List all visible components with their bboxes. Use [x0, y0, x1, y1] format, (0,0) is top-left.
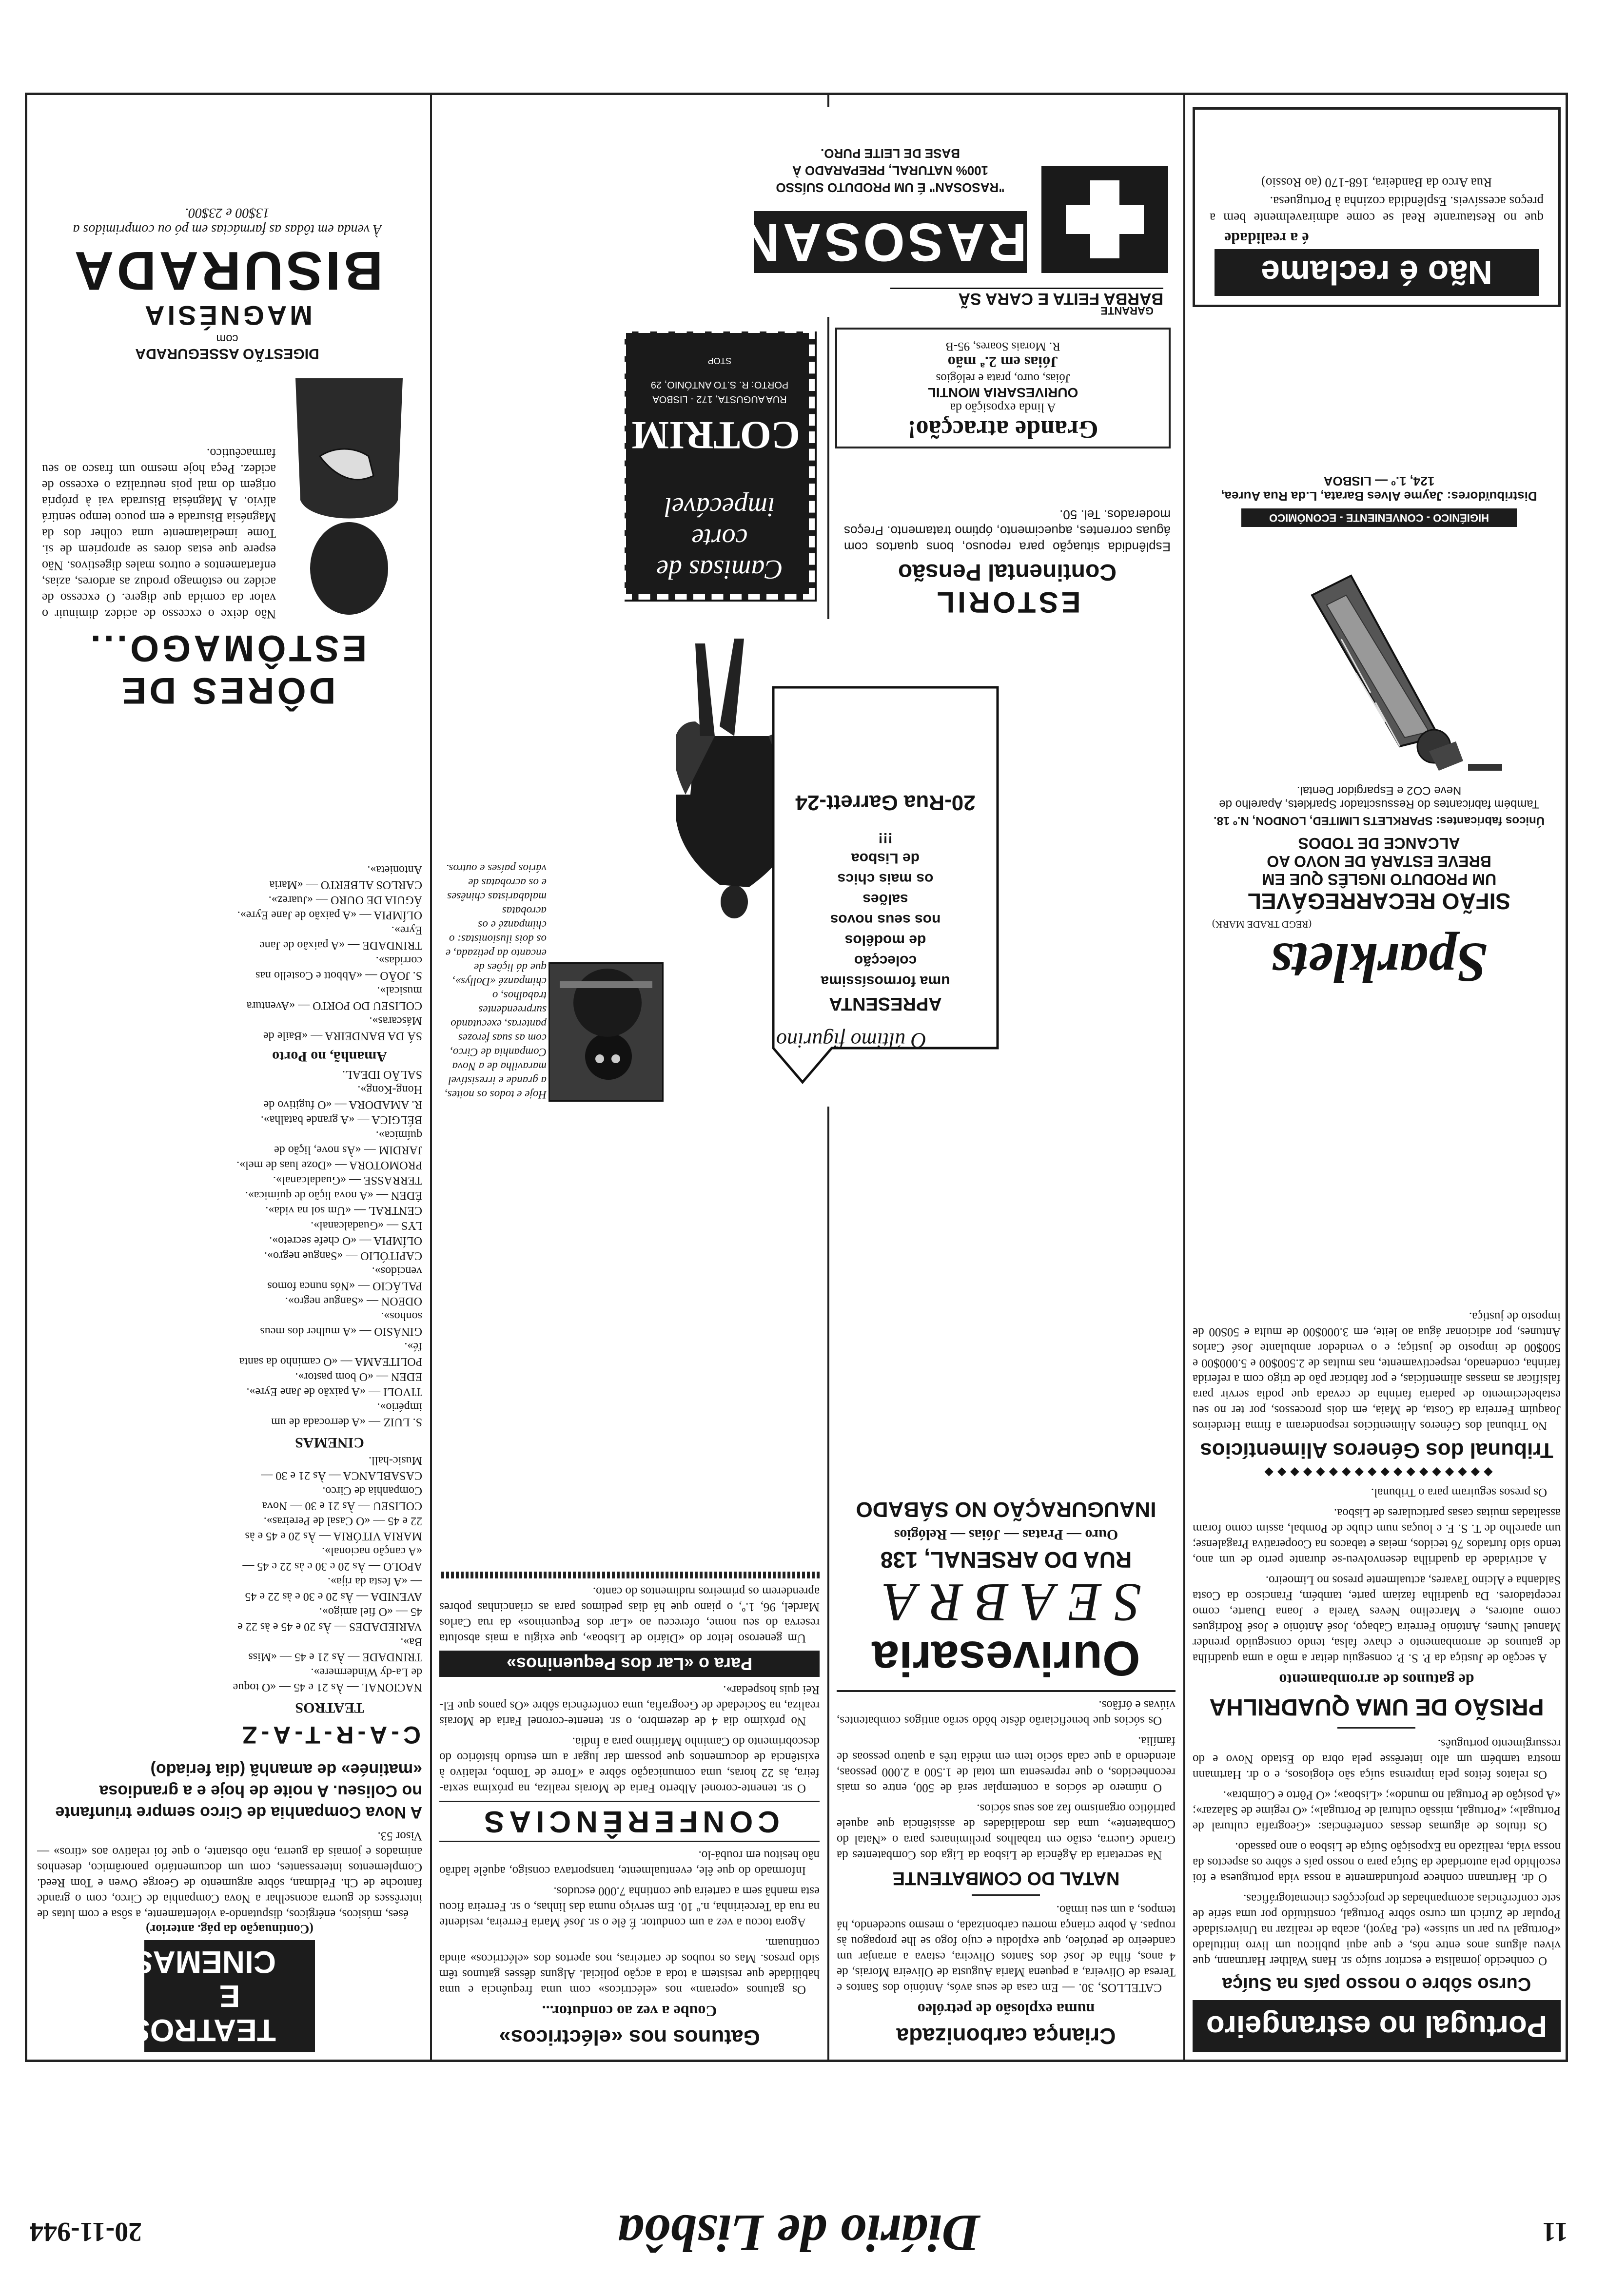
- paragraph: O sr. tenente-coronel Alberto Faria de Morais realiza, na próxima sexta-feira, às 22 horas, uma comunicação sôbre a «Torre de Tombo, relativo à existência de documentos que possam dar lugar a um estudo histórico do descobrimento do Caminho Marítimo para a Índia.: [439, 1735, 820, 1795]
- ad-title: Grande atracção!: [907, 415, 1098, 443]
- article-body: [1193, 1308, 1561, 1433]
- paragraph: Um generoso leitor do «Diário de Lisboa», que exigiu a mais absoluta reserva do seu nome, ofereceu ao «Lar dos Pequeninos» da rua Carlos Mardel, 96, 1.º, o piano que há dias pedimos para as criancinhas pobres aprenderem os primeiros rudimentos do canto.: [439, 1585, 820, 1645]
- ad-digestao: DIGESTÃO ASSEGURADA: [135, 346, 319, 362]
- list-item: R. AMADORA — «O fugitivo de Hong-Kong».: [263, 1083, 422, 1111]
- column-divider: [430, 93, 432, 2062]
- ad-items: Jóias, ouro, prata e relógios: [936, 371, 1070, 385]
- teatros-header: TEATROS: [295, 1700, 364, 1716]
- masthead-date: 20-11-944: [30, 2217, 142, 2247]
- paragraph: Os relatos feitos pela imprensa suíça são elogiosos, e o dr. Hartmann mostra também um alto interêsse pela obra do Estado Novo e do ressurgimento português.: [1193, 1737, 1561, 1781]
- ad-guarantee: GARANTE: [1100, 305, 1154, 317]
- ad-brand: MAGNÉSIA: [142, 300, 313, 331]
- list-item: BÉLGICA — «A grande batalha».: [260, 1113, 422, 1126]
- ad-text: Não deixe o excesso de acidez diminuir o valor da comida que digere. O excesso de acidez no estômago produz as ardores, azias, enfartamentos e outros males digestivos. Não espere que estas dores se apropriem de si. Tome imediatamente uma colher dos da Magnésia Bisurada e em pouco tempo sentirá alívio. A Magnésia Bisurada vai à própria origem do mal pois neutraliza o excesso de acidez. Peça hoje mesmo um frasco ao seu farmacêutico.: [42, 446, 276, 621]
- ad-name: OURIVESARIA MONTIL: [927, 385, 1078, 400]
- paragraph: O conhecido jornalista e escritor suíço sr. Hans Walther Hartmann, que viveu alguns anos entre nós, e que aqui publicou um livro intitulado «Portugal vu par un suisse» (ed. Payot), acaba de realizar na Universidade Popular de Zurich um curso sôbre Portugal, constituído por uma série de sete conferências acompanhadas de projecções cinematográficas.: [1193, 1892, 1561, 1967]
- ad-line: UM PRODUTO INGLÊS QUE EM: [1261, 871, 1497, 888]
- paragraph: No próximo dia 4 de dezembro, o sr. tenente-coronel Faria de Morais realiza, na Sociedade de Geografia, uma conferência sôbre «Os panos que El-Rei quis hospedar».: [439, 1683, 820, 1728]
- paragraph: O número de sócios a contemplar será de 500, entre os mais reconhecidos, o que representa um total de 1.500 a 2.000 pessoas, atendendo a que cada sócio tem em média três a quatro pessoas de família.: [837, 1734, 1176, 1794]
- estoril-ad: [839, 453, 1176, 619]
- ad-address: RUA DO ARSENAL, 138: [880, 1547, 1132, 1573]
- ad-slogan: BARBA FEITA E CARA SÃ: [890, 288, 1163, 308]
- article-body: [1193, 1735, 1561, 1968]
- list-item: CARLOS ALBERTO — «Maria Antonieta».: [269, 863, 422, 891]
- ad-makers: Únicos fabricantes: SPARKLETS LIMITED, LONDON, N.º 18.: [1213, 814, 1545, 827]
- paragraph: A actividade da quadrilha desenvolveu-se durante perto de um ano, tendo sido furtados 76 tecidos, meias e tabacos na Cooperativa Pragalense; um aparelho de T. S. F. e louças num clube de Pombal, assim como foram assaltadas muitas casas particulares de Lisboa.: [1193, 1506, 1561, 1566]
- cotrim-ad: [625, 331, 820, 604]
- list-item: OLÍMPIA — «A paixão de Jane Eyre».: [237, 909, 422, 921]
- ad-text: que no Restaurante Real se come admiravelmente bem a preços acessíveis. Esplêndida cozinha à Portuguesa.: [1210, 194, 1544, 225]
- ad-address: PORTO: R. S.TO ANTÓNIO, 29: [650, 379, 789, 390]
- man-with-stomach-pain-illustration: [286, 378, 417, 622]
- cross-flag-icon: [1032, 156, 1178, 283]
- porto-header: Amanhã, no Porto: [272, 1049, 387, 1065]
- article-headline: NATAL DO COMBATENTE: [892, 1868, 1120, 1888]
- cinemas-header: CINEMAS: [295, 1435, 364, 1451]
- ad-headline: ESTÔMAGO...: [87, 627, 367, 669]
- column-divider: [1183, 93, 1185, 2062]
- ad-address: RUA AUGUSTA, 172 - LISBOA: [652, 394, 787, 405]
- ad-line: de modêlos: [844, 932, 926, 948]
- ad-address: R. Morais Soares, 95-B: [945, 340, 1060, 353]
- list-item: EDEN — «O bom pastor».: [295, 1370, 422, 1383]
- paragraph: Na secretaria da Agência de Lisboa da Liga dos Combatentes da Grande Guerra, estão em trabalhos preliminares para o «Natal do Combatente», uma das modalidades de assistência que aquele patriótico organismo faz aos seus sócios.: [837, 1802, 1176, 1862]
- ad-line: de Lisboa: [851, 850, 920, 866]
- list-item: LYS — «Guadalcanal».: [311, 1219, 422, 1232]
- section-label: TEATROS E CINEMAS: [144, 1940, 315, 2052]
- ad-line: uma formosíssima: [821, 973, 950, 989]
- divider: [837, 1690, 1176, 1692]
- list-item: APOLO — Às 20 e 30 e às 22 e 45 — «A canção nacional».: [242, 1545, 422, 1573]
- article-headline: PRISÃO DE UMA QUADRILHA: [1209, 1694, 1544, 1720]
- section-banner: Portugal no estrangeiro: [1193, 2000, 1561, 2052]
- ad-headline: DÔRES DE: [118, 670, 336, 711]
- siphon-bottle: [1312, 576, 1502, 771]
- ad-price: À venda em tôdas as farmácias em pó ou comprimidos a 13$00 e 23$00.: [73, 205, 382, 237]
- chimpanzee-photo-icon: [550, 964, 662, 1100]
- ad-distributors: Distribuïdores: Jayme Alves Barata, L.da Rua Aurea, 124, 1.º — LISBOA: [1221, 474, 1537, 504]
- article-headline: Tribunal dos Géneros Alimentícios: [1200, 1439, 1553, 1462]
- list-item: TERRASSE — «Guadalcanal».: [273, 1174, 422, 1187]
- column-2: [837, 1126, 1176, 2052]
- paragraph: Os sócios que beneficiarão dêste bôdo serão antigos combatentes, viúvas e órfãos.: [837, 1698, 1176, 1727]
- ad-line: os mais chics: [837, 871, 934, 887]
- porto-list: [232, 862, 422, 1043]
- siphon-illustration: [1197, 527, 1561, 780]
- ad-badge: HIGIÉNICO - CONVENIENTE - ECONÓMICO: [1241, 508, 1517, 527]
- article-headline: Curso sôbre o nosso país na Suíça: [1222, 1974, 1531, 1994]
- list-item: CAPITÓLIO — «Sangue negro».: [264, 1249, 422, 1262]
- divider: [1338, 1727, 1416, 1729]
- ad-brand: RASOSAN: [738, 212, 1027, 272]
- article-subhead: de gatunos de arrombamento: [1279, 1671, 1474, 1689]
- article-subhead: numa explosão de petróleo: [917, 2001, 1095, 2018]
- article-headline: Gatunos nos «eléctricos»: [499, 2025, 760, 2049]
- list-item: S. JOÃO — «Abbott e Costello nas corridas».: [255, 954, 422, 982]
- list-item: ÉDEN — «A nova lição de química».: [245, 1189, 422, 1202]
- photo-caption: Hoje e todos os noites, a grande e irresistível maravilha de a Nova Companhia de Circo, com as suas ferozes panteras, executando surpreendentes trabalhos, o chimpanzé «Dollys», que dá lições de encanto da petizada, e os dois ilusionistas: o chimpanzé e os acrobatas malabaristas chinêses e os acrobatas de vários países e outros.: [445, 862, 547, 1101]
- ad-line: salões: [862, 891, 908, 907]
- list-item: POLITEAMA — «O caminho da santa fé».: [239, 1340, 422, 1368]
- ad-brand: COTRIM: [631, 413, 800, 458]
- list-item: COLISEU — Às 21 e 30 — Nova Companhia de Circo.: [262, 1484, 422, 1512]
- ad-items: Ouro — Pratas — Jóias — Relógios: [894, 1527, 1118, 1543]
- ad-name: SEABRA: [871, 1572, 1141, 1633]
- list-item: TRINDADE — Às 21 e 45 — «Miss Ba».: [248, 1635, 422, 1663]
- ad-title: ESTORIL: [934, 586, 1081, 619]
- cinemas-list: [232, 1067, 422, 1429]
- masthead: [30, 2194, 1568, 2267]
- list-item: TIVOLI — «A paixão de Jane Eyre».: [246, 1385, 422, 1398]
- list-item: NACIONAL — Às 21 e 45 — «O toque de La-dy Windermere».: [233, 1666, 422, 1693]
- ad-script: Camisas de corte impecável: [656, 492, 783, 584]
- paragraph: Os presos seguiram para o Tribunal.: [1371, 1486, 1547, 1499]
- list-item: CENTRAL — «Um sol na vida».: [265, 1204, 422, 1217]
- list-item: ÁGUIA DE OURO — «Juarez».: [268, 894, 422, 906]
- rasosan-ad: [617, 107, 1178, 317]
- list-item: MARIA VITÓRIA — Às 20 e 45 e às 22 e 45 — «O Casal de Pereiras».: [245, 1515, 422, 1542]
- article-headline: Para o «Lar dos Pequeninos»: [439, 1651, 820, 1677]
- list-item: OLÍMPIA — «O chefe secreto».: [269, 1234, 422, 1247]
- article-headline: Criança carbonizada: [896, 2024, 1116, 2049]
- divider: ◆◆◆◆◆◆◆◆◆◆◆◆◆◆◆◆◆◆: [1260, 1466, 1493, 1479]
- ad-line: "RASOSAN" É UM PRODUTO SUÍSSO: [776, 180, 1005, 195]
- ad-brand: Sparklets: [1271, 931, 1488, 993]
- ad-brand: BISURADA: [71, 240, 383, 301]
- ad-line: !!!: [878, 830, 893, 846]
- divider: [972, 1894, 1040, 1896]
- ad-line: BASE DE LEITE PURO.: [820, 146, 960, 161]
- article-headline: CONFERÊNCIAS: [439, 1801, 820, 1842]
- ad-com: com: [216, 332, 238, 345]
- ourivesaria-montil-ad: [835, 328, 1171, 448]
- ad-line: BREVE ESTARÁ DE NOVO AO: [1267, 853, 1491, 870]
- magnesia-bisurada-ad: [37, 102, 417, 712]
- list-item: AVENIDA — Às 20 e 30 e às 22 e 45 — «A festa da rija».: [245, 1575, 422, 1603]
- ad-body: [37, 369, 417, 622]
- ad-script: O último figurino: [776, 1029, 927, 1052]
- ad-subtitle: Continental Pensão: [898, 559, 1117, 585]
- list-item: JARDIM — «Às nove, lição de química».: [274, 1129, 422, 1156]
- paragraph: éses, músicos, enérgicos, disputando-a violentamente, a sôsa e com lutas de interêsses de guerra aconselhar a Nova Companhia de Circo, com o grande fantoche de Ch. Feldman, sôbre argumento de George Owen e Tom Reed. Complementos interessantes, com um documentário panorâmico, desenhos animados e jornais da guerra, não obstante, o que foi relativo aos «tiros» — Visor 53.: [37, 1829, 422, 1921]
- list-item: VARIEDADES — Às 20 e 45 e às 22 e 45 — «O fiel amigo».: [237, 1605, 422, 1633]
- paragraph: Informado do que êle, eventualmente, transportava consigo, aquêle ladrão não hesitou em roubá-lo.: [439, 1848, 820, 1877]
- paragraph: A secção de Justiça da P. S. P. conseguiu deitar a mão a uma quadrilha de gatunos de arrombamento e chave falsa, tendo conseguido prender Manuel Nunes, António Ferreira Cabaço, José António e José Rodrigues como autores, e Marcelino Neves Varela e Joana Duarte, como receptadores. Da quadrilha faziam parte, também, Francisco da Costa Saldanha e Alcino Tavares, actualmente presos no Limoeiro.: [1193, 1574, 1561, 1665]
- list-item: COLISEU DO PORTO — «Aventura musical».: [246, 984, 422, 1012]
- circus-photo: [549, 962, 664, 1102]
- ad-title: Não é reclame: [1215, 249, 1539, 296]
- list-item: S. LUIZ — «A derrocada de um império».: [271, 1401, 422, 1428]
- fashion-salon-ad: [676, 619, 1007, 1107]
- list-item: TRINDADE — «A paixão de Jane Eyre».: [259, 924, 422, 952]
- paragraph: Os títulos de algumas dessas conferências: «Geografia cultural de Portugal»; «Portugal, missão cultural de Portugal»; «O regime de Salazar»; «A posição de Portugal no mundo»; «Lisboa»; «O Pôrto e Coimbra».: [1193, 1789, 1561, 1833]
- page-number: 11: [1542, 2217, 1568, 2247]
- paragraph: Os gatunos «operam» nos «eléctricos» com uma frequência e uma habilidade que resistem a toda a acção policial. Alguns dêsses gatunos têm sido presos. Mas os roubos de carteiras, nos apertos dos «eléctricos» ainda continuam.: [439, 1936, 820, 1996]
- paragraph: Agora tocou a vez a um condutor. É êle o sr. José Maria Ferreira, residente na rua da Terceirinha, n.º 10. Em serviço numa das linhas, o sr. Ferreira ficou esta manhã sem a carteira que continha 7.000 escudos.: [439, 1885, 820, 1929]
- list-item: SÁ DA BANDEIRA — «Baile de Máscaras».: [263, 1014, 422, 1042]
- ad-line: 100% NATURAL, PREPARADO À: [792, 163, 989, 178]
- teatros-list: [232, 1453, 422, 1694]
- ad-line: ALCANCE DE TODOS: [1298, 835, 1460, 852]
- ad-title: Ourivesaria: [872, 1631, 1140, 1686]
- column-3: [439, 1126, 820, 2052]
- paragraph: No Tribunal dos Géneros Alimentícios responderam a firma Herdeiros Joaquim Ferreira da Costa, de Maia, em dois processos, por ter no seu estabelecimento de padaria farinha de cevada que podia servir para falsificar as massas alimentícias, e por fabricar pão de trigo com a referida farinha, condenado, respectivamente, nas multas de 2.500$00 e 5.000$00 e 500$00 de imposto de justiça; e o vendedor ambulante José Carlos Antunes, por adicionar água ao leite, em 3.000$00 de multa e 50$00 de imposto de justiça.: [1193, 1310, 1561, 1432]
- ad-line: nos seus novos: [830, 912, 941, 928]
- paragraph: CATELLOS, 30. — Em casa de seus avós, António dos Santos e Teresa de Oliveira, a pequena Maria Augusta de Oliveira Morais, de 4 anos, filha de José dos Santos Oliveira, estava a arranjar um candeeiro de petróleo, que explodiu e cujo fogo se lhe propagou às roupas. A pobre criança morreu carbonizada, o mesmo sucedendo, há tempos, a um seu irmão.: [837, 1903, 1176, 1994]
- ad-also: Também fabricantes do Ressuscitador Sparklets, Aparelho de Neve CO2 e Espargidor Dental.: [1219, 784, 1539, 811]
- list-item: CASABLANCA — Às 21 e 30 — Music-hall.: [261, 1454, 422, 1482]
- article-body: [1193, 1484, 1561, 1666]
- list-item: SALÃO IDEAL.: [342, 1068, 422, 1081]
- list-item: PALÁCIO — «Nós nunca fomos vencidos».: [267, 1265, 422, 1292]
- paragraph: O dr. Hartmann conhece profundamente a nossa vida portuguesa e foi escolhido pela autoridade da Suíça para o nosso país e sôbre os aspectos da nossa vida, realizado na Exposição Suíça de Lisboa o ano passado.: [1193, 1840, 1561, 1885]
- masthead-title: Diário de Lisbôa: [617, 2204, 980, 2262]
- ad-headline: SIFÃO RECARREGÁVEL: [1247, 889, 1511, 914]
- list-item: ODEON — «Sangue negro».: [285, 1295, 422, 1307]
- ad-line: colecção: [854, 953, 917, 969]
- ad-text: Esplêndida situação para repouso, bons quartos com águas correntes, aquecimento, óptimo tratamento. Preços moderados. Tel. 50.: [844, 507, 1171, 554]
- ad-trademark: (REGD TRADE MARK): [1212, 919, 1312, 930]
- sparklets-ad: [1197, 317, 1561, 999]
- article-subhead: Coube a vez ao condutor...: [542, 2003, 717, 2020]
- cartaz-title: C-A-R-T-A-Z: [238, 1721, 421, 1749]
- divider: [439, 1572, 820, 1578]
- circus-photo-block: [439, 848, 668, 1102]
- ad-used: Jóias em 2.ª mão: [947, 353, 1058, 371]
- list-item: PROMOTORA — «Doze luas de mel».: [236, 1159, 422, 1171]
- restaurant-real-ad: [1193, 107, 1561, 307]
- list-item: GINÁSIO — «A mulher dos meus sonhos».: [260, 1310, 422, 1338]
- ad-subtitle: é a realidade: [1224, 230, 1309, 247]
- ad-text-block: [778, 790, 993, 1014]
- ad-text: A linda exposição da: [950, 401, 1056, 415]
- ad-line: APRESENTA: [829, 993, 942, 1014]
- ad-address: 20-Rua Garrett-24: [795, 791, 976, 815]
- ad-stop: STOP: [707, 356, 732, 366]
- article-headline: A Nova Companhia de Circo sempre triunfante no Coliseu. A noite de hoje e a grandiosa «matinée» de amanhã (dia feriado): [55, 1760, 422, 1822]
- continuation-note: (Continuação da pág. anterior): [146, 1922, 314, 1936]
- ad-address: Rua Arco da Bandeira, 168-170 (ao Rossio): [1261, 175, 1492, 190]
- ad-opening: INAUGURAÇÃO NO SÁBADO: [856, 1498, 1156, 1521]
